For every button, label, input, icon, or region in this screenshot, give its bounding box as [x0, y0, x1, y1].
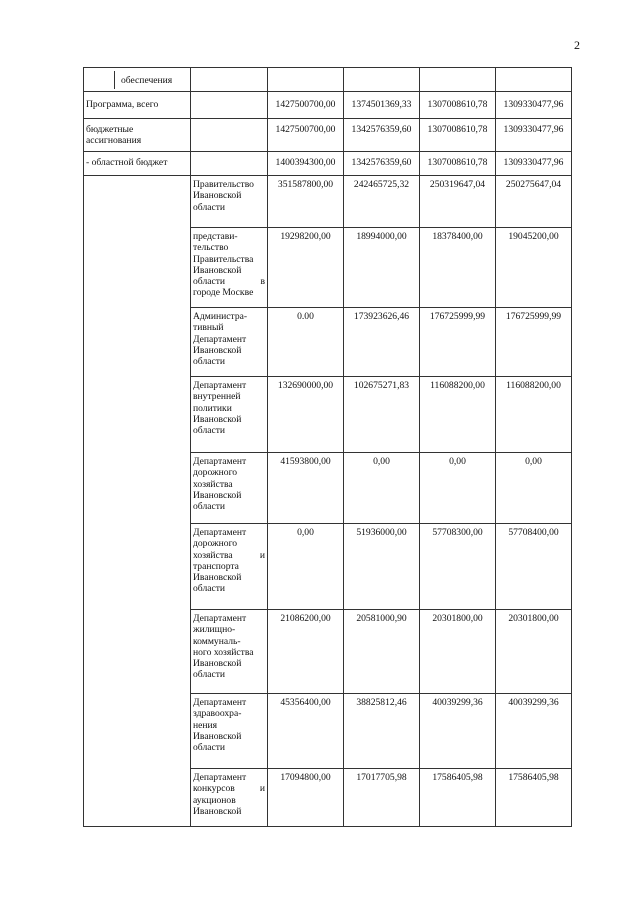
department-name-line: Департамент	[193, 697, 247, 709]
value-cell: 173923626,46	[344, 308, 420, 377]
department-name-line: коммуналь-	[193, 635, 241, 647]
value-cell	[344, 68, 420, 92]
value-cell: 17017705,98	[344, 769, 420, 827]
value-cell: 250275647,04	[496, 176, 572, 228]
department-name-line: области	[193, 669, 226, 681]
value-cell: 19298200,00	[268, 228, 344, 308]
department-name	[191, 694, 268, 769]
budget-table-body	[84, 68, 572, 827]
row-label-line: ассигнования	[86, 135, 142, 147]
department-name-line: политики	[193, 402, 232, 414]
dept-cell-empty	[191, 119, 268, 152]
value-cell: 0.00	[268, 308, 344, 377]
department-name-line: тельство	[193, 242, 229, 254]
department-name-line: Ивановской	[193, 805, 242, 817]
row-label	[84, 119, 191, 152]
department-name-line: Департамент	[193, 613, 247, 625]
value-cell: 0,00	[344, 453, 420, 524]
value-cell: 57708300,00	[420, 524, 496, 610]
value-cell: 0,00	[268, 524, 344, 610]
value-cell: 132690000,00	[268, 377, 344, 453]
value-cell: 20301800,00	[420, 610, 496, 694]
department-name-line: дорожного	[193, 538, 238, 550]
department-name	[191, 524, 268, 610]
merged-empty-cell	[84, 176, 191, 827]
row-label: Программа, всего	[84, 92, 191, 119]
department-name-line: Ивановской	[193, 344, 242, 356]
dept-cell-empty	[191, 92, 268, 119]
department-name-line: Администра-	[193, 311, 248, 323]
value-cell: 45356400,00	[268, 694, 344, 769]
value-cell: 242465725,32	[344, 176, 420, 228]
department-name-line: здравоохра-	[193, 708, 242, 720]
value-cell: 1427500700,00	[268, 119, 344, 152]
table-row-regional-budget	[84, 152, 572, 176]
row-label: - областной бюджет	[84, 152, 191, 176]
value-cell: 176725999,99	[496, 308, 572, 377]
value-cell: 20301800,00	[496, 610, 572, 694]
value-cell: 1307008610,78	[420, 92, 496, 119]
department-name-line: внутренней	[193, 391, 241, 403]
value-cell: 18378400,00	[420, 228, 496, 308]
value-cell	[420, 68, 496, 92]
value-cell: 41593800,00	[268, 453, 344, 524]
department-name-line: городе Москве	[193, 287, 254, 299]
department-name-line: аукционов	[193, 794, 236, 806]
department-name-line: жилищно-	[193, 624, 236, 636]
department-name	[191, 769, 268, 827]
department-name-line: Департамент	[193, 380, 247, 392]
value-cell: 18994000,00	[344, 228, 420, 308]
department-name	[191, 308, 268, 377]
department-name-line: Департамент	[193, 456, 247, 468]
department-name-line: Ивановской	[193, 413, 242, 425]
department-name-line: Правительства	[193, 253, 254, 265]
empty-subcell	[86, 71, 115, 89]
department-name	[191, 228, 268, 308]
department-name-line: Ивановской	[193, 489, 242, 501]
value-cell: 1427500700,00	[268, 92, 344, 119]
value-cell: 21086200,00	[268, 610, 344, 694]
value-cell: 1307008610,78	[420, 119, 496, 152]
value-cell: 351587800,00	[268, 176, 344, 228]
value-cell: 1342576359,60	[344, 119, 420, 152]
department-name-line: Департамент	[193, 333, 247, 345]
value-cell: 1400394300,00	[268, 152, 344, 176]
department-name-line: нения	[193, 719, 218, 731]
value-cell: 1342576359,60	[344, 152, 420, 176]
value-cell: 20581000,90	[344, 610, 420, 694]
table-row-top	[84, 68, 572, 92]
page-number: 2	[574, 38, 580, 52]
department-name-line: Ивановской	[193, 658, 242, 670]
department-name-line: области	[193, 356, 226, 368]
value-cell: 102675271,83	[344, 377, 420, 453]
department-name-line: Департамент	[193, 772, 247, 784]
table-row-department	[84, 176, 572, 228]
department-name-line: Ивановской	[193, 730, 242, 742]
department-name-line: Департамент	[193, 527, 247, 539]
value-cell: 17586405,98	[420, 769, 496, 827]
value-cell: 17586405,98	[496, 769, 572, 827]
department-name-line: Ивановской	[193, 572, 242, 584]
department-name-line: области	[193, 425, 226, 437]
value-cell: 51936000,00	[344, 524, 420, 610]
value-cell: 40039299,36	[420, 694, 496, 769]
value-cell: 1309330477,96	[496, 152, 572, 176]
value-cell: 1309330477,96	[496, 92, 572, 119]
department-name-line: области	[193, 742, 226, 754]
row-label-cell	[84, 68, 191, 92]
department-name-line: области	[193, 501, 226, 513]
table-row-program-total	[84, 92, 572, 119]
value-cell: 176725999,99	[420, 308, 496, 377]
department-name-line: ного хозяйства	[193, 646, 254, 658]
value-cell: 40039299,36	[496, 694, 572, 769]
department-name-line: Правительство	[193, 179, 254, 191]
department-name-line: области	[193, 201, 226, 213]
department-name-line: тивный	[193, 322, 224, 334]
row-label-line: бюджетные	[86, 124, 134, 136]
value-cell: 0,00	[420, 453, 496, 524]
department-name-line: хозяйства	[193, 478, 233, 490]
value-cell: 38825812,46	[344, 694, 420, 769]
row-label: обеспечения	[121, 75, 173, 86]
value-cell: 116088200,00	[420, 377, 496, 453]
department-name-line: хозяйства и	[193, 549, 265, 561]
value-cell: 1309330477,96	[496, 119, 572, 152]
value-cell	[268, 68, 344, 92]
department-name-line: представи-	[193, 231, 238, 243]
dept-cell-empty	[191, 68, 268, 92]
department-name-line: транспорта	[193, 560, 239, 572]
department-name	[191, 610, 268, 694]
department-name-line: Ивановской	[193, 190, 242, 202]
dept-cell-empty	[191, 152, 268, 176]
department-name	[191, 176, 268, 228]
value-cell: 1307008610,78	[420, 152, 496, 176]
department-name-line: области	[193, 583, 226, 595]
department-name-line: Ивановской	[193, 264, 242, 276]
value-cell: 57708400,00	[496, 524, 572, 610]
value-cell: 250319647,04	[420, 176, 496, 228]
value-cell: 116088200,00	[496, 377, 572, 453]
value-cell: 17094800,00	[268, 769, 344, 827]
budget-table	[83, 67, 572, 827]
value-cell: 1374501369,33	[344, 92, 420, 119]
department-name-line: дорожного	[193, 467, 238, 479]
department-name-line: конкурсов и	[193, 783, 265, 795]
value-cell: 0,00	[496, 453, 572, 524]
value-cell	[496, 68, 572, 92]
department-name	[191, 377, 268, 453]
department-name	[191, 453, 268, 524]
table-row-budget-allocations	[84, 119, 572, 152]
department-name-line: области в	[193, 276, 265, 288]
value-cell: 19045200,00	[496, 228, 572, 308]
